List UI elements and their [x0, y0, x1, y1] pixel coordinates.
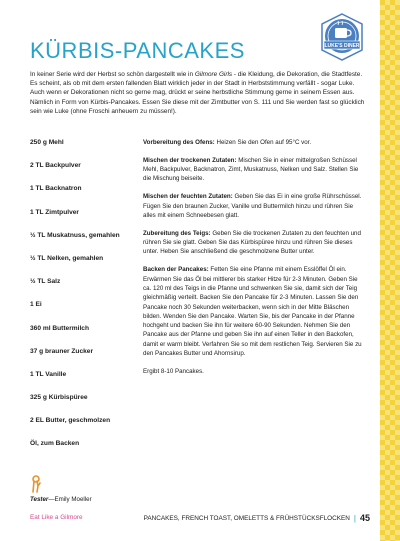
tester-label: Tester: [30, 496, 49, 503]
lukes-diner-logo: [318, 12, 366, 62]
tester-name: —Emily Moeller: [48, 496, 92, 503]
step-title: Mischen der trockenen Zutaten:: [143, 156, 237, 164]
step-paragraph: [143, 138, 365, 147]
decorative-side-border: [380, 0, 400, 541]
ingredient-item: ½ TL Nelken, gemahlen: [30, 254, 104, 262]
step-title: Backen der Pancakes:: [143, 266, 209, 274]
page-number: 45: [359, 513, 370, 523]
ingredient-item: ½ TL Muskatnuss, gemahlen: [30, 231, 120, 239]
ingredient-item: 1 Ei: [30, 301, 42, 309]
ok-hand-icon: [30, 474, 42, 494]
step-text: Heizen Sie den Ofen auf 95°C vor.: [214, 139, 312, 146]
ingredient-item: 360 ml Buttermilch: [30, 324, 89, 332]
instructions: [143, 138, 365, 385]
tester-credit: [30, 496, 92, 503]
ingredient-item: 1 TL Vanille: [30, 370, 67, 378]
step-text: Fetten Sie eine Pfanne mit einem Esslöffel Öl ein. Erwärmen Sie das Öl bei mittlerer bis starker Hitze für 2-3 Minuten. Geben Sie ca. 120 ml des Teigs in die Pfanne und schwenken Sie sie, damit sich der Teig gleichmäßig verteilt. Backen Sie den Pancake für 2-3 Minuten. Lassen Sie den Pancake noch 30 Sekunden weiterbacken, wenn sich in der Mitte Bläschen bilden. Wenden Sie den Pancake. Warten Sie, bis der Pancake in der Pfanne hochgeht und backen Sie ihn für weitere 60-90 Sekunden. Nehmen Sie den Pancake aus der Pfanne und geben Sie ihn auf einen Teller in den Backofen, damit er warm bleibt. Verfahren Sie so mit dem restlichen Teig. Servieren Sie zu den Pancakes Butter und Ahornsirup.: [143, 266, 362, 358]
logo-text: LUKE'S DINER: [324, 43, 360, 49]
ingredient-item: 250 g Mehl: [30, 139, 64, 146]
intro-text-2: - die Kleidung, die Dekoration, die Stadtfeste. Es scheint, als ob mit dem ersten fallenden Blatt wirklich jeder in der Stadt in Herbststimmung verfällt - sogar Luke. Auch wenn er Dekorationen nicht so gerne mag, drückt er seine herbstliche Stimmung gerne in seinem Essen aus. Nämlich in Form von Kürbis-Pancakes. Essen Sie diese mit der Zimtbutter von S. 111 und Sie werden fast so glücklich sein wie Luke (ohne Froschi anheuern zu müssen!).: [30, 71, 365, 115]
step-paragraph: [143, 229, 365, 257]
step-text: Mischen Sie in einer mittelgroßen Schüssel Mehl, Backpulver, Backnatron, Zimt, Muskatnuss, Nelken und Salz. Stellen Sie die Mischung beiseite.: [143, 156, 359, 183]
step-title: Zubereitung des Teigs:: [143, 229, 211, 237]
step-paragraph: [143, 265, 365, 358]
section-title: PANCAKES, FRENCH TOAST, OMELETTS & FRÜHSTÜCKSFLOCKEN: [143, 514, 350, 522]
step-paragraph: [143, 192, 365, 220]
step-title: Mischen der feuchten Zutaten:: [143, 193, 233, 201]
ingredient-item: 1 TL Backnatron: [30, 185, 82, 193]
ingredient-item: Öl, zum Backen: [30, 440, 80, 448]
ingredients-list: [30, 138, 140, 463]
intro-show-title: Gilmore Girls: [194, 71, 233, 78]
intro-paragraph: [30, 70, 365, 116]
book-title: Eat Like a Gilmore: [30, 514, 83, 521]
ingredient-item: 37 g brauner Zucker: [30, 347, 94, 355]
step-text: Geben Sie das Ei in eine große Rührschüssel. Fügen Sie den braunen Zucker, Vanille und Buttermilch hinzu und rühren Sie alles mit einem Schneebesen glatt.: [143, 193, 362, 219]
ingredient-item: 325 g Kürbispüree: [30, 394, 88, 402]
ingredient-item: 2 TL Backpulver: [30, 162, 81, 170]
step-text: Geben Sie die trockenen Zutaten zu den feuchten und rühren Sie sie glatt. Geben Sie das Kürbispüree hinzu und rühren Sie dieses unter. Heben Sie anschließend die geschmolzene Butter unter.: [143, 229, 361, 256]
step-paragraph: [143, 156, 365, 184]
yield-text: Ergibt 8-10 Pancakes.: [143, 367, 204, 375]
step-title: Vorbereitung des Ofens:: [143, 139, 215, 146]
intro-text-1: In keiner Serie wird der Herbst so schön dargestellt wie in: [30, 71, 195, 78]
ingredient-item: 1 TL Zimtpulver: [30, 208, 79, 216]
recipe-title: KÜRBIS-PANCAKES: [30, 38, 245, 63]
ingredient-item: ½ TL Salz: [30, 278, 61, 286]
page-footer: [144, 513, 370, 523]
ingredient-item: 2 EL Butter, geschmolzen: [30, 417, 111, 425]
footer-separator: |: [353, 513, 356, 523]
